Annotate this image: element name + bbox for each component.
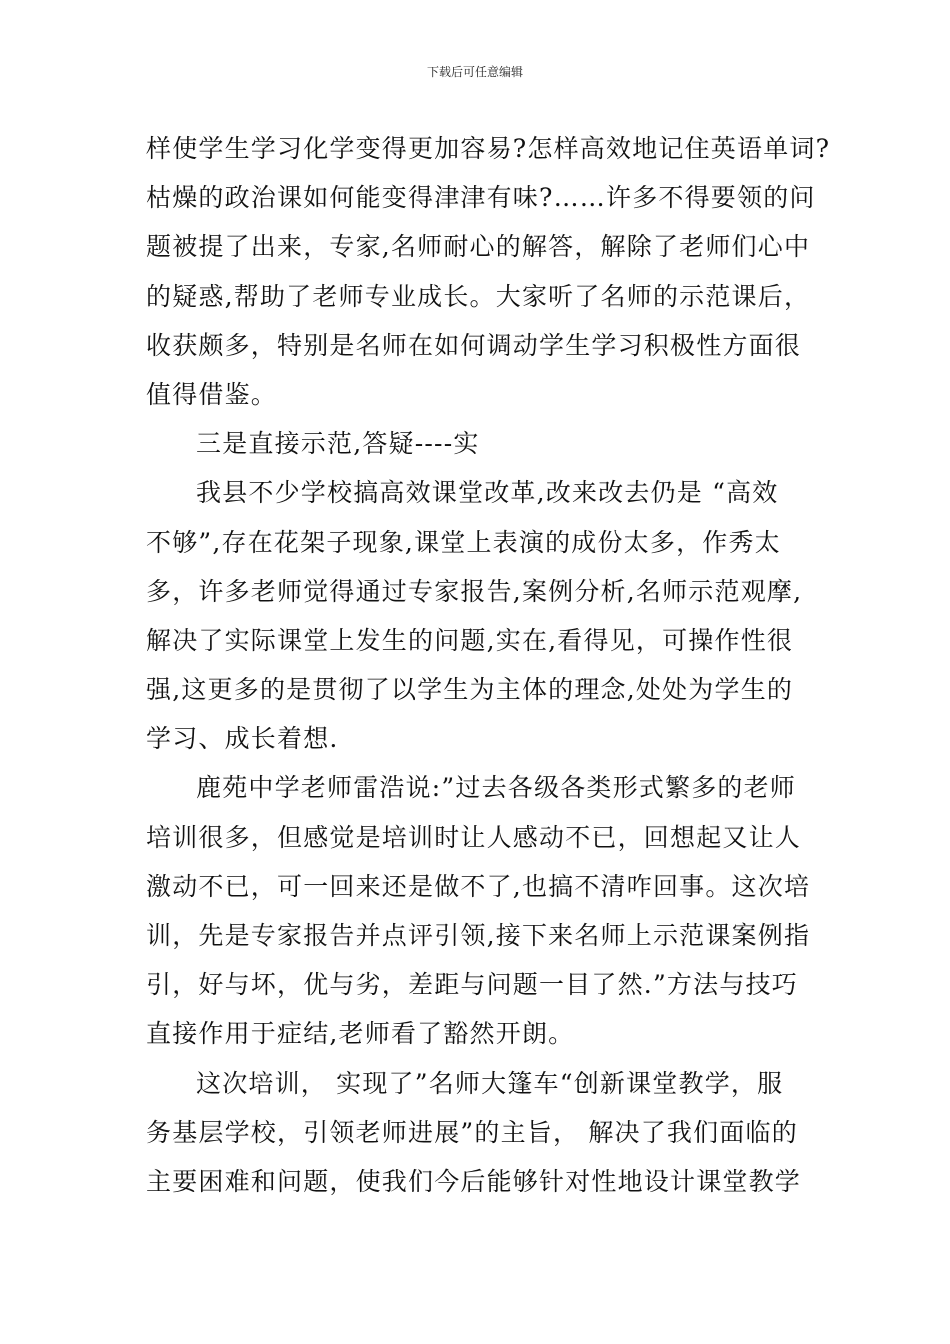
page-header-note: 下载后可任意编辑 [426, 65, 523, 79]
text-line: 激动不已，可一回来还是做不了,也搞不清咋回事。这次培 [146, 871, 811, 901]
text-line: 主要困难和问题，使我们今后能够针对性地设计课堂教学 [146, 1166, 802, 1196]
section-heading: 三是直接示范,答疑----实 [196, 429, 480, 459]
paragraph-start-line: 鹿苑中学老师雷浩说:”过去各级各类形式繁多的老师 [196, 773, 797, 803]
text-line: 不够”,存在花架子现象,课堂上表演的成份太多，作秀太 [146, 527, 781, 557]
text-line: 强,这更多的是贯彻了以学生为主体的理念,处处为学生的 [146, 675, 794, 705]
text-line: 的疑惑,帮助了老师专业成长。大家听了名师的示范课后， [146, 281, 811, 311]
document-body [146, 124, 831, 1206]
text-line: 样使学生学习化学变得更加容易?怎样高效地记住英语单词? [146, 134, 831, 163]
paragraph-start-line: 我县不少学校搞高效课堂改革,改来改去仍是 “高效 [196, 478, 779, 508]
text-line: 学习、成长着想. [146, 724, 339, 754]
paragraph-start-line: 这次培训， 实现了”名师大篷车“创新课堂教学，服 [196, 1068, 784, 1098]
text-line: 解决了实际课堂上发生的问题,实在,看得见，可操作性很 [146, 625, 794, 655]
text-line: 培训很多，但感觉是培训时让人感动不已，回想起又让人 [146, 822, 802, 852]
text-line: 直接作用于症结,老师看了豁然开朗。 [146, 1019, 575, 1049]
text-line: 引，好与坏，优与劣，差距与问题一目了然.”方法与技巧 [146, 970, 798, 1000]
text-line: 值得借鉴。 [146, 379, 278, 409]
text-line: 多，许多老师觉得通过专家报告,案例分析,名师示范观摩, [146, 576, 803, 606]
text-line: 训，先是专家报告并点评引领,接下来名师上示范课案例指 [146, 921, 811, 950]
text-line: 收获颇多，特别是名师在如何调动学生学习积极性方面很 [146, 330, 802, 360]
text-line: 题被提了出来，专家,名师耐心的解答，解除了老师们心中 [146, 232, 811, 262]
text-line: 务基层学校，引领老师进展”的主旨， 解决了我们面临的 [146, 1117, 798, 1147]
text-line: 枯燥的政治课如何能变得津津有味?……许多不得要领的问 [146, 183, 816, 213]
